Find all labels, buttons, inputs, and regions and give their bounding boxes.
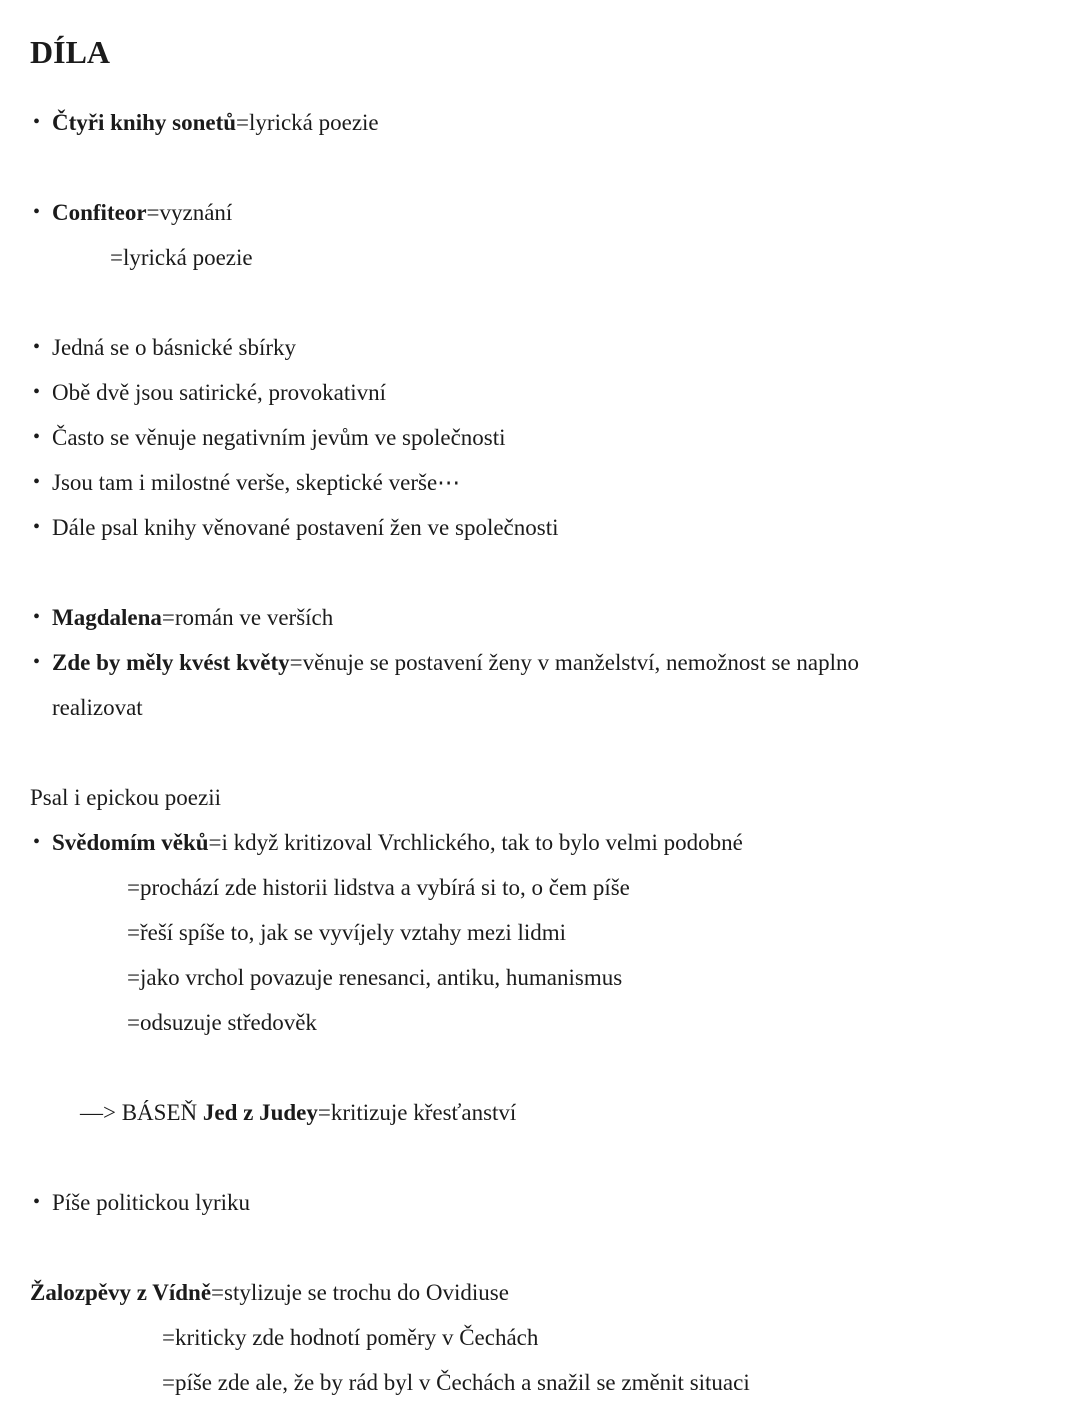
bullet-dot-icon: • bbox=[33, 831, 41, 853]
indented-line bbox=[0, 1315, 1080, 1360]
bullet-dot-icon: • bbox=[33, 651, 41, 673]
line-text: =i když kritizoval Vrchlického, tak to bylo velmi podobné bbox=[208, 830, 743, 855]
line-text: =lyrická poezie bbox=[236, 110, 379, 135]
indented-line bbox=[0, 235, 1080, 280]
bullet-dot-icon: • bbox=[33, 381, 41, 403]
bullet-line bbox=[0, 820, 1080, 865]
bullet-dot-icon: • bbox=[33, 111, 41, 133]
bullet-line bbox=[0, 505, 1080, 550]
indented-line bbox=[0, 685, 1080, 730]
text-line bbox=[0, 775, 1080, 820]
indented-line bbox=[0, 1000, 1080, 1045]
line-text: Často se věnuje negativním jevům ve společnosti bbox=[52, 425, 506, 450]
blank-line bbox=[0, 1135, 1080, 1180]
line-text: =odsuzuje středověk bbox=[127, 1010, 317, 1035]
bullet-line bbox=[0, 190, 1080, 235]
bullet-dot-icon: • bbox=[33, 606, 41, 628]
line-prefix: —> BÁSEŇ bbox=[80, 1100, 203, 1125]
line-text: realizovat bbox=[52, 695, 143, 720]
work-title: Zde by měly kvést květy bbox=[52, 650, 290, 675]
line-text: =píše zde ale, že by rád byl v Čechách a snažil se změnit situaci bbox=[162, 1370, 750, 1395]
bullet-line bbox=[0, 1180, 1080, 1225]
line-text: =stylizuje se trochu do Ovidiuse bbox=[211, 1280, 509, 1305]
line-text: Jedná se o básnické sbírky bbox=[52, 335, 296, 360]
bullet-dot-icon: • bbox=[33, 1191, 41, 1213]
text-line bbox=[0, 1270, 1080, 1315]
bullet-dot-icon: • bbox=[33, 471, 41, 493]
bullet-line bbox=[0, 100, 1080, 145]
work-title: Confiteor bbox=[52, 200, 147, 225]
indented-line bbox=[0, 955, 1080, 1000]
work-title: Jed z Judey bbox=[202, 1100, 318, 1125]
work-title: Žalozpěvy z Vídně bbox=[30, 1280, 212, 1305]
line-text: =prochází zde historii lidstva a vybírá si to, o čem píše bbox=[127, 875, 630, 900]
work-title: Svědomím věků bbox=[52, 830, 209, 855]
line-text: Píše politickou lyriku bbox=[52, 1190, 251, 1215]
blank-line bbox=[0, 280, 1080, 325]
line-text: Psal i epickou poezii bbox=[30, 785, 221, 810]
page-title: DÍLA bbox=[30, 34, 111, 70]
bullet-dot-icon: • bbox=[33, 336, 41, 358]
bullet-line bbox=[0, 595, 1080, 640]
work-title: Čtyři knihy sonetů bbox=[52, 110, 237, 135]
line-text: =jako vrchol povazuje renesanci, antiku, humanismus bbox=[127, 965, 623, 990]
document-lines bbox=[0, 30, 1080, 1405]
indented-line bbox=[0, 910, 1080, 955]
line-text: Obě dvě jsou satirické, provokativní bbox=[52, 380, 387, 405]
bullet-line bbox=[0, 460, 1080, 505]
line-text: =kriticky zde hodnotí poměry v Čechách bbox=[162, 1325, 539, 1350]
bullet-line bbox=[0, 370, 1080, 415]
blank-line bbox=[0, 550, 1080, 595]
work-title: Magdalena bbox=[52, 605, 162, 630]
blank-line bbox=[0, 1225, 1080, 1270]
bullet-dot-icon: • bbox=[33, 426, 41, 448]
line-text: Dále psal knihy věnované postavení žen ve společnosti bbox=[52, 515, 559, 540]
line-text: =řeší spíše to, jak se vyvíjely vztahy mezi lidmi bbox=[127, 920, 567, 945]
arrow-line bbox=[0, 1090, 1080, 1135]
line-text: =vyznání bbox=[146, 200, 233, 225]
blank-line bbox=[0, 145, 1080, 190]
bullet-dot-icon: • bbox=[33, 201, 41, 223]
line-text: =kritizuje křesťanství bbox=[317, 1100, 517, 1125]
bullet-line bbox=[0, 415, 1080, 460]
bullet-line bbox=[0, 640, 1080, 685]
indented-line bbox=[0, 1360, 1080, 1405]
bullet-line bbox=[0, 325, 1080, 370]
line-text: =román ve verších bbox=[161, 605, 334, 630]
line-text: =lyrická poezie bbox=[110, 245, 253, 270]
line-text: Jsou tam i milostné verše, skeptické verše⋯ bbox=[52, 470, 461, 495]
blank-line bbox=[0, 1045, 1080, 1090]
bullet-dot-icon: • bbox=[33, 516, 41, 538]
blank-line bbox=[0, 730, 1080, 775]
line-text: =věnuje se postavení ženy v manželství, nemožnost se naplno bbox=[289, 650, 859, 675]
indented-line bbox=[0, 865, 1080, 910]
